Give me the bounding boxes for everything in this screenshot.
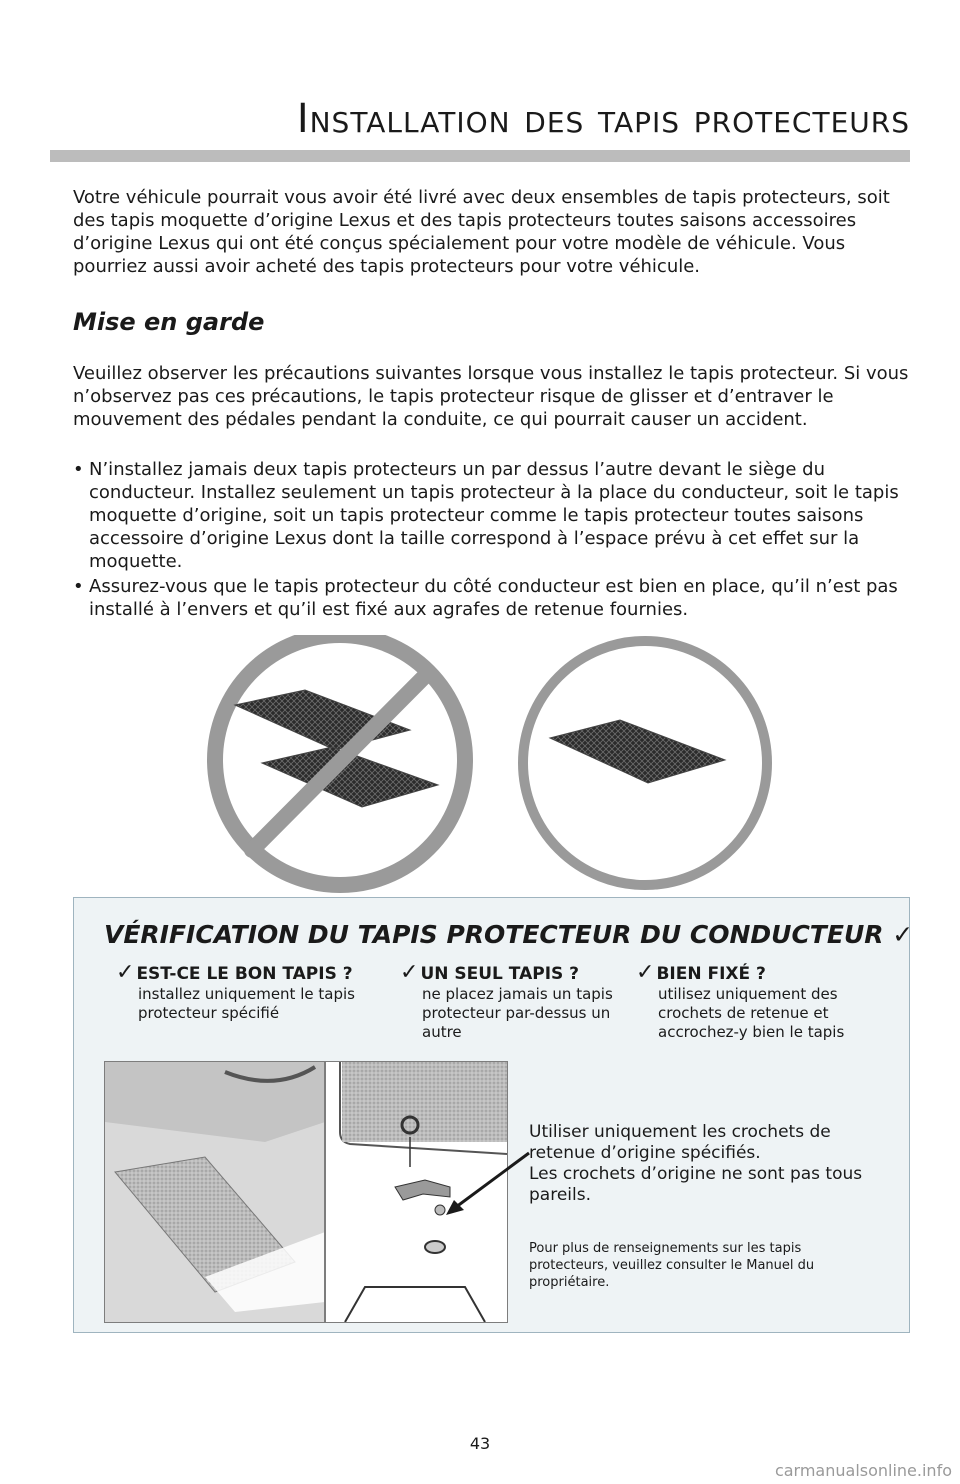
- title-rule: [50, 150, 910, 162]
- checkmark-icon: ✓: [636, 960, 655, 985]
- hooks-note: Utiliser uniquement les crochets de retenue d’origine spécifiés. Les crochets d’origine ne sont pas tous pareils.: [529, 1122, 863, 1205]
- checkmark-icon: ✓: [400, 960, 419, 985]
- caution-heading: Mise en garde: [73, 308, 265, 336]
- page-title: Installation des tapis protecteurs: [296, 96, 910, 142]
- intro-paragraph: Votre véhicule pourrait vous avoir été livré avec deux ensembles de tapis protecteurs, soit des tapis moquette d’origine Lexus et des tapis protecteurs toutes saisons accessoires d’origine Lexus qui ont été conçus spécialement pour votre modèle de véhicule. Vous pourriez aussi avoir acheté des tapis protecteurs pour votre véhicule.: [73, 187, 890, 277]
- list-item: • Assurez-vous que le tapis protecteur du côté conducteur est bien en place, qu’il n’est pas installé à l’envers et qu’il est fixé aux agrafes de retenue fournies.: [73, 576, 898, 620]
- check-column-right-mat: ✓ EST-CE LE BON TAPIS ? installez uniquement le tapis protecteur spécifié: [116, 960, 355, 1022]
- checkmark-icon: ✓: [892, 920, 914, 949]
- checkmark-icon: ✓: [116, 960, 135, 985]
- single-mat-correct-icon: [523, 641, 767, 885]
- bullet-icon: •: [73, 459, 84, 480]
- list-item: • N’installez jamais deux tapis protecteurs un par dessus l’autre devant le siège du conducteur. Installez seulement un tapis protecteur à la place du conducteur, soit le tapis moquette d’origine, soit un tapis protecteur comme le tapis protecteur toutes saisons accessoire d’origine Lexus dont la taille correspond à l’espace prévu à cet effet sur la moquette.: [73, 459, 899, 572]
- watermark: carmanualsonline.info: [774, 1461, 952, 1480]
- panel-title: VÉRIFICATION DU TAPIS PROTECTEUR DU CONDUCTEUR ✓: [104, 920, 914, 949]
- mat-comparison-illustration: [0, 635, 960, 895]
- arrow-pointer-icon: [444, 1148, 534, 1218]
- owners-manual-note: Pour plus de renseignements sur les tapis protecteurs, veuillez consulter le Manuel du propriétaire.: [529, 1241, 815, 1290]
- page-number: 43: [469, 1434, 491, 1453]
- two-mats-prohibited-icon: [215, 635, 465, 885]
- check-column-single-mat: ✓ UN SEUL TAPIS ? ne placez jamais un tapis protecteur par-dessus un autre: [400, 960, 613, 1041]
- caution-list: [73, 458, 913, 623]
- caution-paragraph: Veuillez observer les précautions suivantes lorsque vous installez le tapis protecteur. Si vous n’observez pas ces précautions, le tapis protecteur risque de glisser et d’entraver le mouvement des pédales pendant la conduite, ce qui pourrait causer un accident.: [73, 363, 909, 430]
- driver-mat-check-panel: [73, 897, 914, 1333]
- check-column-secured: ✓ BIEN FIXÉ ? utilisez uniquement des crochets de retenue et accrochez-y bien le tapis: [636, 960, 845, 1041]
- bullet-icon: •: [73, 576, 84, 597]
